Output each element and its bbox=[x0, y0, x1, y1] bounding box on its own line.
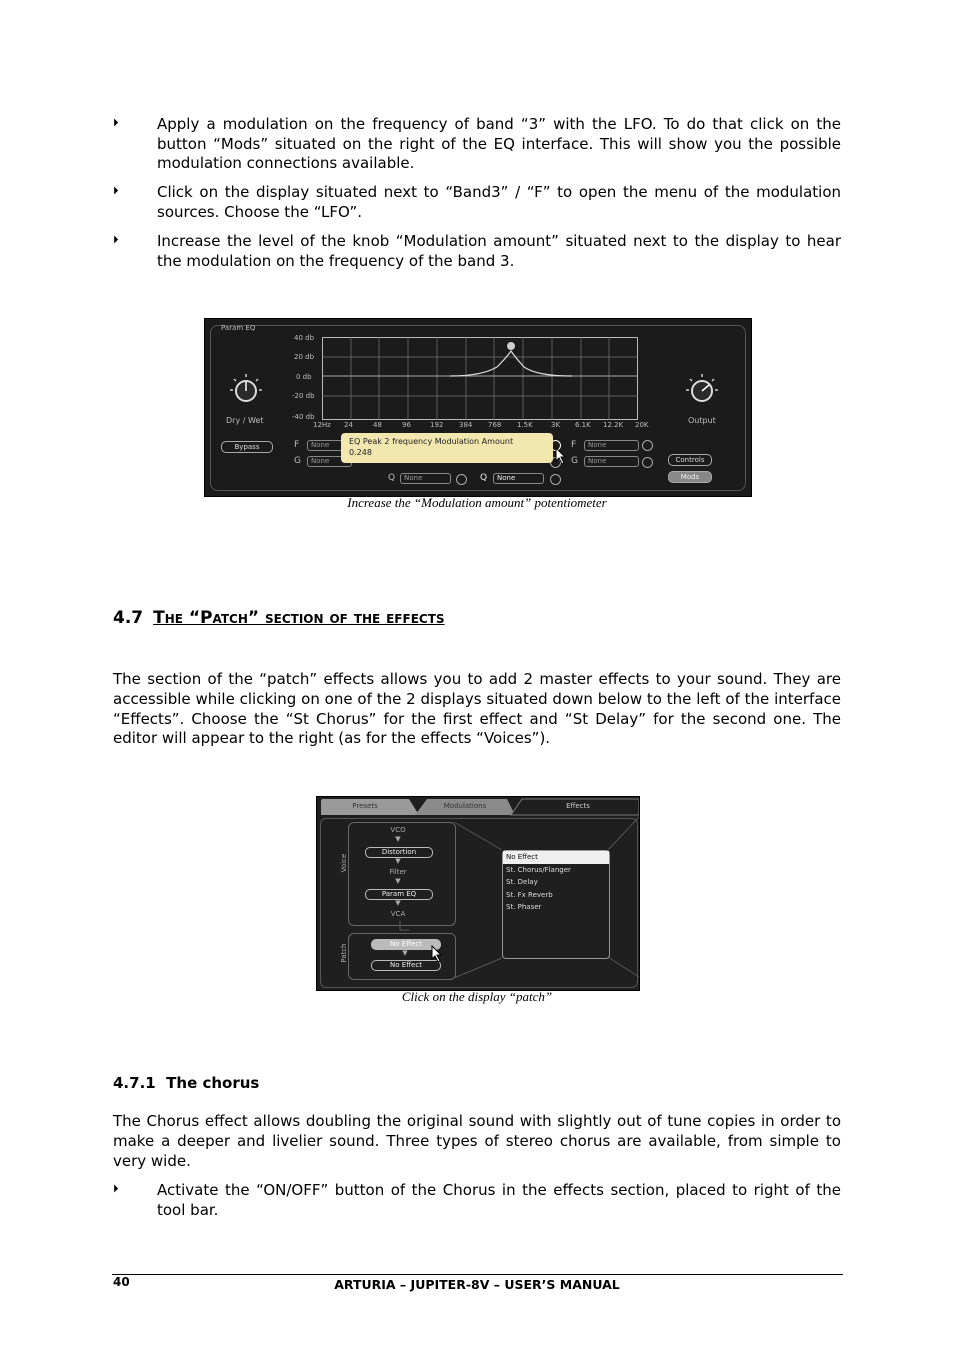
mod-source-field[interactable]: None bbox=[307, 456, 352, 467]
menu-item[interactable]: No Effect bbox=[503, 851, 609, 864]
band-handle[interactable] bbox=[507, 342, 515, 350]
param-g-label: G bbox=[571, 456, 578, 466]
mod-source-field[interactable]: None bbox=[307, 440, 352, 451]
mod-source-field[interactable]: None bbox=[584, 456, 639, 467]
bullet-text: Apply a modulation on the frequency of band “3” with the LFO. To do that click on the button “Mods” situated on the right of the EQ interface. This will show you the possible modulation connections available. bbox=[157, 115, 841, 173]
arrow-down-icon: ▼ bbox=[395, 857, 401, 865]
bullet-text: Increase the level of the knob “Modulation amount” situated next to the display to hear the modulation on the frequency of the band 3. bbox=[157, 232, 841, 270]
output-knob-icon[interactable] bbox=[685, 373, 719, 407]
arrow-down-icon: ▼ bbox=[402, 949, 408, 957]
mod-source-field[interactable]: None bbox=[400, 473, 451, 484]
chain-param-eq[interactable]: Param EQ bbox=[365, 889, 433, 900]
patch-label: Patch bbox=[340, 943, 348, 963]
mouse-cursor-icon bbox=[555, 447, 567, 465]
output-label: Output bbox=[688, 416, 716, 425]
arrow-down-icon: ▼ bbox=[395, 877, 401, 885]
freq-label: 12.2K bbox=[603, 421, 624, 429]
bullet-arrow-icon: ⏵ bbox=[113, 184, 119, 197]
tooltip-title: EQ Peak 2 frequency Modulation Amount bbox=[349, 437, 514, 446]
param-g-label: G bbox=[294, 456, 301, 466]
effects-screenshot bbox=[316, 796, 640, 991]
subsection-paragraph: The Chorus effect allows doubling the original sound with slightly out of tune copies in order to make a deeper and livelier sound. Three types of stereo chorus are available, from simple to very wide. bbox=[113, 1112, 841, 1170]
bullet-text: Click on the display situated next to “Band3” / “F” to open the menu of the modulation sources. Choose the “LFO”. bbox=[157, 183, 841, 221]
chain-vca: VCA bbox=[390, 910, 406, 918]
bullet-arrow-icon: ⏵ bbox=[113, 233, 119, 246]
patch-slot-1[interactable]: No Effect bbox=[371, 939, 441, 950]
chain-distortion[interactable]: Distortion bbox=[365, 847, 433, 858]
param-f-label: F bbox=[294, 440, 300, 450]
bullet-item bbox=[113, 1181, 841, 1220]
freq-label: 20K bbox=[635, 421, 649, 429]
mod-amount-knob-icon[interactable] bbox=[550, 474, 561, 485]
tooltip-value: 0.248 bbox=[349, 448, 372, 457]
section-number: 4.7 bbox=[113, 608, 144, 628]
freq-label: 192 bbox=[430, 421, 444, 429]
db-label: 0 db bbox=[296, 373, 312, 381]
param-q-label: Q bbox=[480, 473, 488, 483]
menu-item[interactable]: St. Chorus/Flanger bbox=[506, 865, 571, 874]
param-eq-screenshot bbox=[204, 318, 752, 497]
freq-label: 12Hz bbox=[313, 421, 331, 429]
tab-effects[interactable]: Effects bbox=[566, 802, 590, 810]
freq-label: 6.1K bbox=[575, 421, 591, 429]
voice-label: Voice bbox=[340, 853, 348, 873]
mod-amount-knob-icon[interactable] bbox=[642, 440, 653, 451]
chain-vco: VCO bbox=[390, 826, 406, 834]
db-label: 20 db bbox=[294, 353, 315, 361]
freq-label: 3K bbox=[551, 421, 561, 429]
mod-amount-knob-icon[interactable] bbox=[642, 457, 653, 468]
bullet-item bbox=[113, 115, 841, 174]
arrow-down-icon: ▼ bbox=[395, 835, 401, 843]
arrow-down-icon: ▼ bbox=[395, 899, 401, 907]
mod-source-field[interactable]: None bbox=[584, 440, 639, 451]
mouse-cursor-icon bbox=[431, 945, 443, 963]
mods-button[interactable]: Mods bbox=[668, 471, 712, 483]
tab-modulations[interactable]: Modulations bbox=[443, 802, 487, 810]
controls-button[interactable]: Controls bbox=[668, 454, 712, 466]
bullet-arrow-icon: ⏵ bbox=[113, 116, 119, 129]
freq-label: 768 bbox=[488, 421, 502, 429]
db-label: 40 db bbox=[294, 334, 315, 342]
panel-title: Param EQ bbox=[221, 324, 256, 332]
freq-label: 96 bbox=[402, 421, 411, 429]
mod-amount-knob-icon[interactable] bbox=[456, 474, 467, 485]
subsection-number: 4.7.1 bbox=[113, 1074, 156, 1092]
footer-title: ARTURIA – JUPITER-8V – USER’S MANUAL bbox=[334, 1277, 620, 1292]
bullet-item bbox=[113, 232, 841, 271]
section-title: The “Patch” section of the effects bbox=[153, 608, 445, 628]
mod-source-field[interactable]: None bbox=[493, 473, 544, 484]
subsection-heading bbox=[113, 1074, 259, 1092]
dry-wet-label: Dry / Wet bbox=[226, 416, 264, 425]
bullet-text: Activate the “ON/OFF” button of the Chorus in the effects section, placed to right of the tool bar. bbox=[157, 1181, 841, 1219]
dry-wet-knob-icon[interactable] bbox=[229, 373, 263, 407]
freq-label: 1.5K bbox=[517, 421, 533, 429]
bullet-item bbox=[113, 183, 841, 222]
subsection-title: The chorus bbox=[166, 1074, 260, 1092]
menu-item[interactable]: St. Fx Reverb bbox=[506, 890, 553, 899]
chain-filter: Filter bbox=[389, 868, 407, 876]
patch-slot-2[interactable]: No Effect bbox=[371, 960, 441, 971]
menu-item[interactable]: St. Delay bbox=[506, 878, 538, 887]
modulation-tooltip bbox=[341, 433, 553, 463]
section-paragraph: The section of the “patch” effects allows you to add 2 master effects to your sound. They are accessible while clicking on one of the 2 displays situated down below to the left of the interface “Effects”. Choose the “St Chorus” for the first effect and “St Delay” for the second one. The editor will appear to the right (as for the effects “Voices”). bbox=[113, 670, 841, 748]
figure-caption: Increase the “Modulation amount” potentiometer bbox=[347, 495, 607, 510]
figure-caption: Click on the display “patch” bbox=[401, 989, 553, 1004]
page-number: 40 bbox=[113, 1275, 130, 1289]
section-heading bbox=[113, 608, 445, 628]
freq-label: 48 bbox=[373, 421, 382, 429]
bullet-arrow-icon: ⏵ bbox=[113, 1182, 119, 1195]
freq-label: 24 bbox=[344, 421, 353, 429]
menu-item[interactable]: St. Phaser bbox=[506, 903, 542, 912]
db-label: -20 db bbox=[292, 392, 315, 400]
eq-graph[interactable] bbox=[322, 337, 639, 421]
db-label: -40 db bbox=[292, 413, 315, 421]
tab-presets[interactable]: Presets bbox=[352, 802, 378, 810]
footer-rule bbox=[112, 1274, 843, 1275]
param-q-label: Q bbox=[388, 473, 396, 483]
param-f-label: F bbox=[571, 440, 577, 450]
bypass-button[interactable]: Bypass bbox=[221, 441, 273, 453]
effect-menu bbox=[502, 850, 610, 959]
freq-label: 384 bbox=[459, 421, 473, 429]
